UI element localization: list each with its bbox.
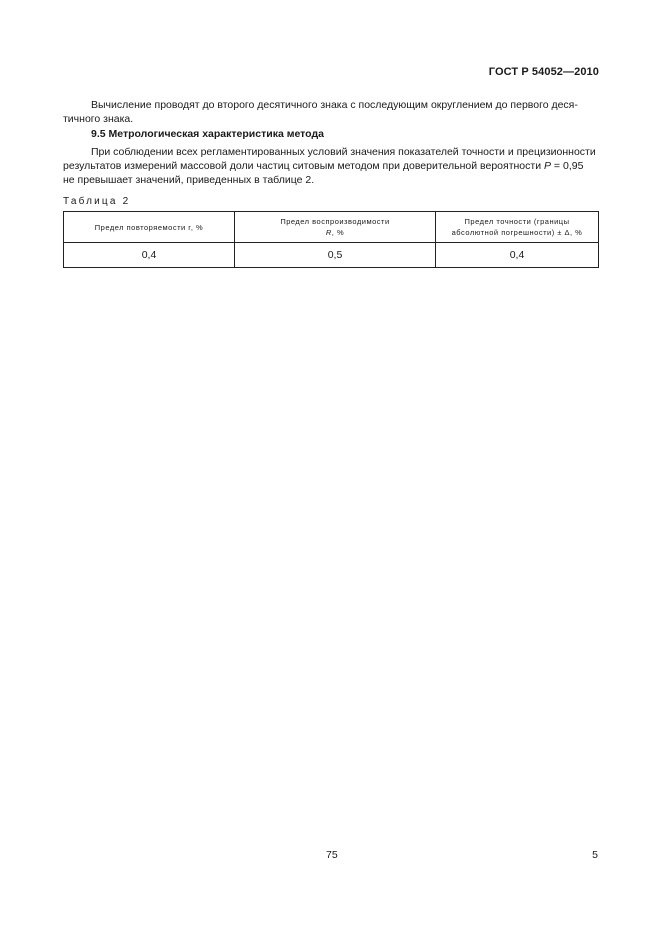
header-accuracy: Предел точности (границы абсолютной погрешности) ± Δ, % xyxy=(436,212,599,243)
paragraph-rounding xyxy=(63,98,598,126)
value-reproducibility: 0,5 xyxy=(235,243,436,268)
probability-value: = 0,95 xyxy=(551,160,584,172)
paragraph-line: тичного знака. xyxy=(63,113,134,125)
header-reproducibility: Предел воспроизводимости R, % xyxy=(235,212,436,243)
sheet-number: 5 xyxy=(592,849,598,861)
probability-symbol: P xyxy=(544,160,552,172)
section-heading: 9.5 Метрологическая характеристика метода xyxy=(91,128,324,140)
page-number: 75 xyxy=(326,849,338,861)
table-row xyxy=(64,243,599,268)
paragraph-metrology xyxy=(63,145,598,187)
table-caption: Таблица 2 xyxy=(63,196,131,207)
value-repeatability: 0,4 xyxy=(64,243,235,268)
paragraph-line: Вычисление проводят до второго десятичного знака с последующим округлением до первого деся- xyxy=(91,99,578,111)
paragraph-line xyxy=(63,160,583,172)
document-code: ГОСТ Р 54052—2010 xyxy=(488,66,599,78)
paragraph-line: не превышает значений, приведенных в таблице 2. xyxy=(63,174,315,186)
header-repeatability: Предел повторяемости r, % xyxy=(64,212,235,243)
paragraph-line: При соблюдении всех регламентированных условий значения показателей точности и прецизионности xyxy=(91,146,596,158)
reproducibility-symbol: R xyxy=(325,228,332,237)
table-header-row xyxy=(64,212,599,243)
paragraph-line-text: результатов измерений массовой доли частиц ситовым методом при доверительной вероятности xyxy=(63,160,542,172)
precision-table xyxy=(63,211,599,268)
value-accuracy: 0,4 xyxy=(436,243,599,268)
